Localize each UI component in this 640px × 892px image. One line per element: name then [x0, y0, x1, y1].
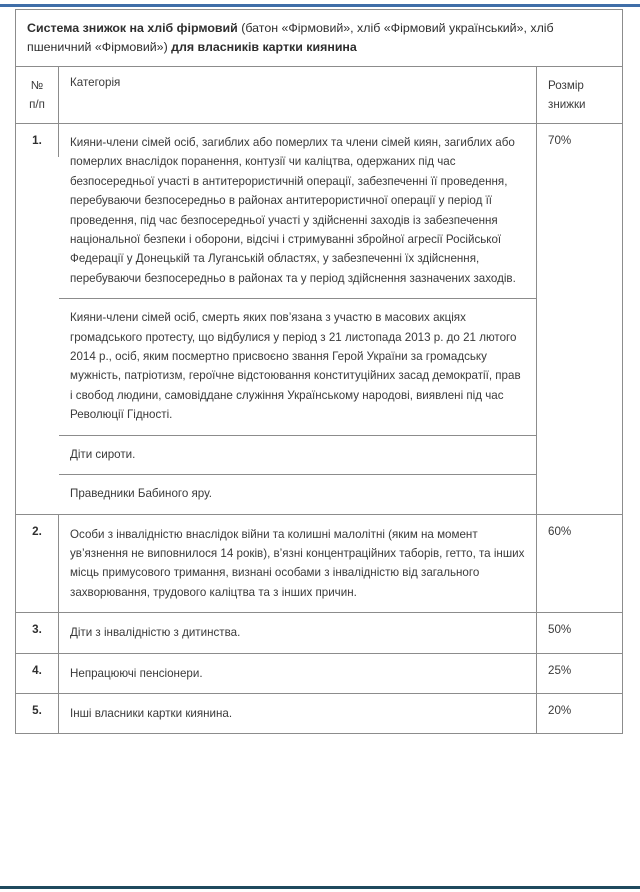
table-row: [16, 654, 622, 694]
row-category: [59, 515, 537, 613]
row-number: 2.: [16, 515, 59, 613]
row-number: 5.: [16, 694, 59, 733]
category-paragraph: Інші власники картки киянина.: [70, 706, 233, 720]
category-paragraph: Кияни-члени сімей осіб, смерть яких пов’язана з участю в масових акціях громадського протесту, що відбулися у період з 21 листопада 2013 р. до 21 лютого 2014 р., осіб, яким посмертно присвоєно звання Герой України за громадську мужність, патріотизм, героїчне відстоювання конституційних засад демократії, прав і свобод людини, самовіддане служіння Українському народові, виявлені під час Революції Гідності.: [59, 299, 536, 435]
category-paragraph: Діти сироти.: [59, 436, 536, 475]
row-discount: 60%: [548, 524, 572, 538]
category-paragraph: Кияни-члени сімей осіб, загиблих або померлих та члени сімей киян, загиблих або померлих внаслідок поранення, контузії чи каліцтва, одержаних під час безпосередньої участі в антитерористичній операції, забезпеченні її проведення, перебуваючи безпосередньо в районах антитерористичної операції у період її проведення, під час безпосередньої участі у здійсненні заходів із забезпечення національної безпеки і оборони, відсічі і стримуванні збройної агресії Російської Федерації у Донецькій та Луганській областях, у забезпеченні їх здійснення, перебуваючи безпосередньо в районах та у період здійснення зазначених заходів.: [59, 124, 536, 299]
table-header-row: [16, 67, 622, 124]
header-discount-line2: знижки: [548, 98, 586, 111]
table-row: [16, 124, 622, 515]
row-category: [59, 654, 537, 693]
table-row: [16, 694, 622, 734]
header-category-label: Категорія: [70, 76, 121, 89]
header-cell-category: [59, 67, 537, 123]
row-category: [59, 694, 537, 733]
discount-table: [15, 9, 623, 734]
header-cell-number: [16, 67, 59, 123]
category-paragraph: Діти з інвалідністю з дитинства.: [70, 626, 241, 640]
row-discount: 70%: [548, 134, 572, 147]
page-top-rule: [0, 4, 640, 7]
title-bold-part-1: Система знижок на хліб фірмовий: [27, 21, 238, 35]
page-title: [27, 19, 610, 57]
row-category: [59, 124, 537, 514]
category-paragraph: Особи з інвалідністю внаслідок війни та колишні малолітні (яким на момент ув’язнення не виповнилося 14 років), в’язні концентраційних таборів, гетто, та інших місць примусового тримання, визнані особами з інвалідністю від загального захворювання, трудового каліцтва та з інших причин.: [70, 527, 525, 599]
row-discount: 20%: [548, 703, 572, 717]
header-cell-discount: [537, 67, 622, 123]
row-discount: 25%: [548, 663, 572, 677]
header-number-line1: №: [30, 79, 44, 92]
category-paragraph: Непрацюючі пенсіонери.: [70, 666, 203, 680]
header-discount-line1: Розмір: [548, 79, 584, 92]
category-paragraph: Праведники Бабиного яру.: [70, 487, 212, 501]
row-discount: 50%: [548, 623, 572, 637]
row-number: 3.: [16, 613, 59, 652]
row-number: 1.: [16, 124, 59, 157]
page-bottom-rule: [0, 886, 640, 889]
table-row: [16, 613, 622, 653]
header-number-line2: п/п: [29, 98, 45, 111]
row-number: 4.: [16, 654, 59, 693]
title-bold-part-2: для власників картки киянина: [171, 40, 357, 54]
table-row: [16, 515, 622, 614]
table-title-row: [16, 10, 622, 67]
row-category: [59, 613, 537, 652]
title-normal-part: (батон «Фірмовий», хліб «Фірмовий український», хліб пшеничний «Фірмовий»): [27, 21, 554, 54]
